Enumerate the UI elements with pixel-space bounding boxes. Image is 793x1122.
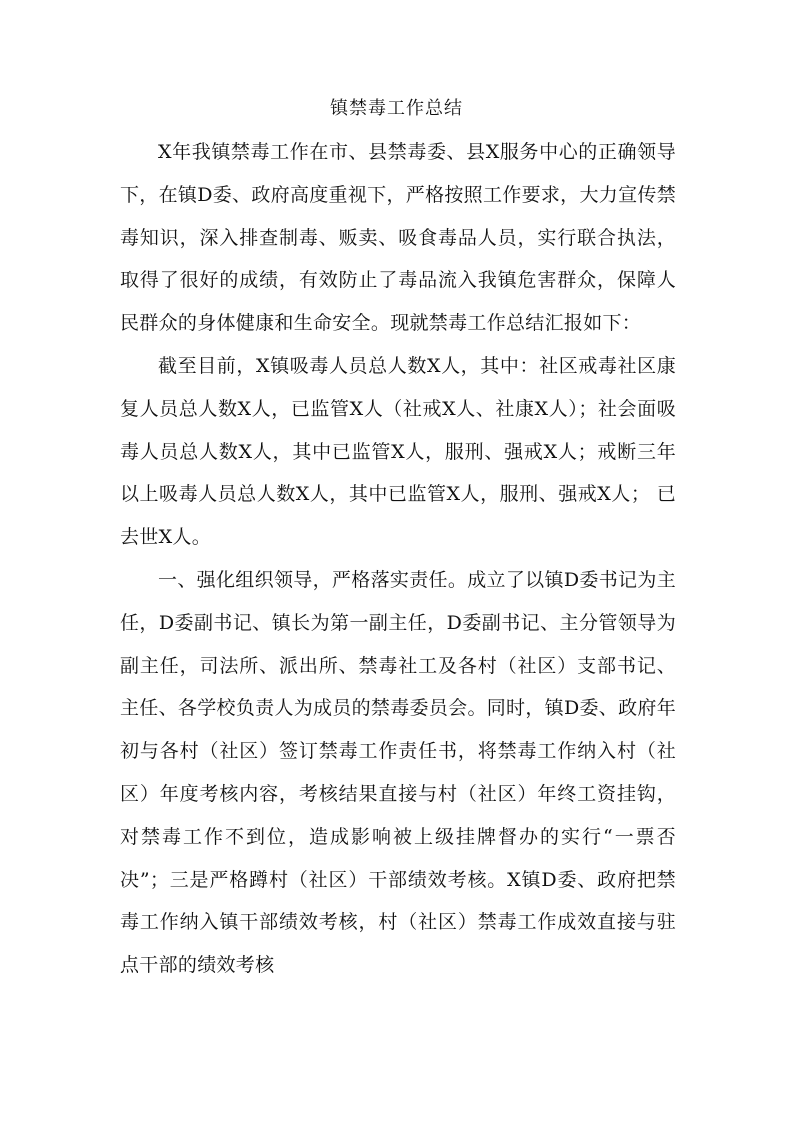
document-title: 镇禁毒工作总结 (330, 98, 463, 119)
paragraph-organization: 一、强化组织领导，严格落实责任。成立了以镇D委书记为主任，D委副书记、镇长为第一副主任，D委副书记、主分管领导为副主任，司法所、派出所、禁毒社工及各村（社区）支部书记、主任、各学校负责人为成员的禁毒委员会。同时，镇D委、政府年初与各村（社区）签订禁毒工作责任书，将禁毒工作纳入村（社区）年度考核内容，考核结果直接与村（社区）年终工资挂钩，对禁毒工作不到位，造成影响被上级挂牌督办的实行“一票否决”；三是严格蹲村（社区）干部绩效考核。X镇D委、政府把禁毒工作纳入镇干部绩效考核，村（社区）禁毒工作成效直接与驻点干部的绩效考核 (120, 568, 676, 977)
paragraph-intro: X年我镇禁毒工作在市、县禁毒委、县X服务中心的正确领导下，在镇D委、政府高度重视下，严格按照工作要求，大力宣传禁毒知识，深入排查制毒、贩卖、吸食毒品人员，实行联合执法，取得了很好的成绩，有效防止了毒品流入我镇危害群众，保障人民群众的身体健康和生命安全。现就禁毒工作总结汇报如下： (120, 141, 676, 335)
document-body (120, 131, 676, 987)
paragraph-statistics: 截至目前，X镇吸毒人员总人数X人，其中：社区戒毒社区康复人员总人数X人，已监管X人（社戒X人、社康X人）；社会面吸毒人员总人数X人，其中已监管X人，服刑、强戒X人；戒断三年以上吸毒人员总人数X人，其中已监管X人，服刑、强戒X人； 已去世X人。 (120, 354, 676, 549)
